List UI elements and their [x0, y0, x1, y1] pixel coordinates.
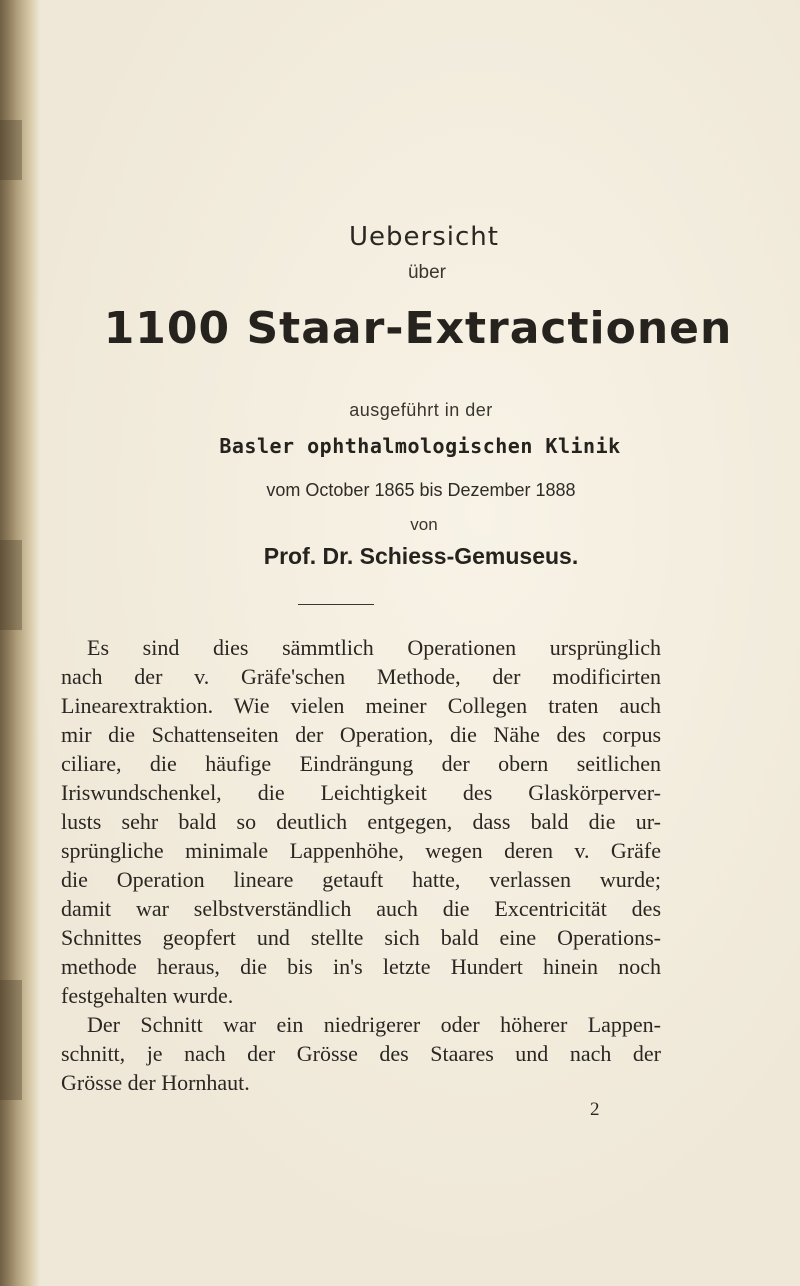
body-line: festgehalten wurde. [61, 983, 234, 1008]
page-number: 2 [590, 1099, 600, 1120]
title-von: von [410, 515, 438, 534]
body-line: lusts sehr bald so deutlich entgegen, dass bald die ur- [61, 809, 661, 834]
title-ausgefuehrt: ausgeführt in der [349, 400, 493, 420]
divider-rule [298, 604, 374, 605]
body-line: nach der v. Gräfe'schen Methode, der modificirten [61, 664, 661, 689]
spine-stain [0, 120, 22, 180]
body-line: ciliare, die häufige Eindrängung der obern seitlichen [61, 751, 661, 776]
title-heading: Uebersicht [349, 222, 499, 252]
title-ueber: über [407, 262, 447, 283]
body-line: damit war selbstverständlich auch die Excentricität des [61, 896, 661, 921]
body-line: Es sind dies sämmtlich Operationen ursprünglich [87, 635, 661, 660]
title-autor: Prof. Dr. Schiess-Gemuseus. [263, 543, 579, 569]
title-zeitraum: vom October 1865 bis Dezember 1888 [266, 480, 576, 500]
body-line: schnitt, je nach der Grösse des Staares und nach der [61, 1041, 661, 1066]
body-line: methode heraus, die bis in's letzte Hundert hinein noch [61, 954, 661, 979]
body-line: mir die Schattenseiten der Operation, die Nähe des corpus [61, 722, 661, 747]
body-line: Schnittes geopfert und stellte sich bald eine Operations- [61, 925, 661, 950]
body-line: Iriswundschenkel, die Leichtigkeit des Glaskörperver- [61, 780, 661, 805]
title-klinik: Basler ophthalmologischen Klinik [219, 434, 621, 458]
body-line: die Operation lineare getauft hatte, verlassen wurde; [61, 867, 661, 892]
body-paragraphs [61, 633, 661, 1097]
body-line: Linearextraktion. Wie vielen meiner Collegen traten auch [61, 693, 661, 718]
spine-stain [0, 980, 22, 1100]
body-line: sprüngliche minimale Lappenhöhe, wegen deren v. Gräfe [61, 838, 661, 863]
title-main: 1100 Staar-Extractionen [103, 303, 733, 354]
body-line: Grösse der Hornhaut. [61, 1070, 250, 1095]
body-line: Der Schnitt war ein niedrigerer oder höherer Lappen- [87, 1012, 661, 1037]
